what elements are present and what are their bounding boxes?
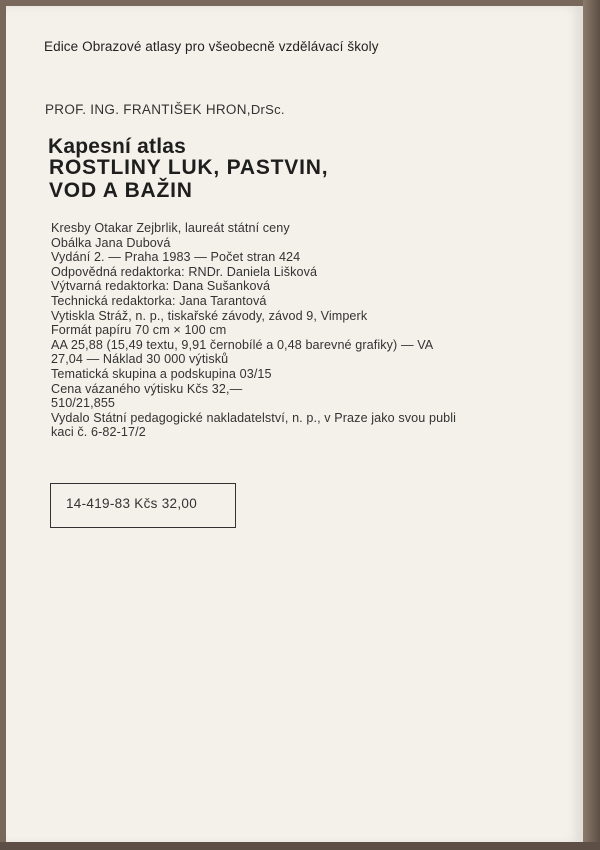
imprint-line: Vydalo Státní pedagogické nakladatelství, n. p., v Praze jako svou publi xyxy=(51,410,457,425)
author-line xyxy=(45,102,285,117)
book-title-line-2: VOD A BAŽIN xyxy=(49,179,193,202)
imprint-line: Vytiskla Stráž, n. p., tiskařské závody, závod 9, Vimperk xyxy=(51,308,368,323)
imprint-line: Kresby Otakar Zejbrlik, laureát státní ceny xyxy=(51,221,290,235)
imprint-line: Tematická skupina a podskupina 03/15 xyxy=(51,366,272,381)
author-name: PROF. ING. FRANTIŠEK HRON, xyxy=(45,102,251,117)
price-code: 14-419-83 Kčs 32,00 xyxy=(66,496,198,511)
imprint-line: Odpovědná redaktorka: RNDr. Daniela Lišková xyxy=(51,264,318,279)
book-edge-bottom xyxy=(0,842,600,850)
imprint-line: Vydání 2. — Praha 1983 — Počet stran 424 xyxy=(51,250,301,265)
imprint-line: Výtvarná redaktorka: Dana Sušanková xyxy=(51,279,271,294)
imprint-line: Cena vázaného výtisku Kčs 32,— xyxy=(51,381,243,396)
price-box xyxy=(50,483,236,528)
author-degree: DrSc. xyxy=(250,102,285,117)
imprint-line: 27,04 — Náklad 30 000 výtisků xyxy=(51,352,229,367)
imprint-line: 510/21,855 xyxy=(51,396,116,411)
title-verso-page xyxy=(6,6,583,844)
imprint-line: Technická redaktorka: Jana Tarantová xyxy=(51,293,267,308)
series-line: Edice Obrazové atlasy pro všeobecně vzdělávací školy xyxy=(44,39,379,54)
imprint-line: AA 25,88 (15,49 textu, 9,91 černobílé a 0,48 barevné grafiky) — VA xyxy=(51,337,434,352)
book-edge-right xyxy=(583,0,600,850)
imprint-line: kaci č. 6-82-17/2 xyxy=(51,425,146,440)
book-title-line-1: ROSTLINY LUK, PASTVIN, xyxy=(49,156,329,179)
book-title xyxy=(49,156,328,202)
imprint-line: Formát papíru 70 cm × 100 cm xyxy=(51,323,227,338)
imprint-block xyxy=(51,221,571,440)
imprint-line: Obálka Jana Dubová xyxy=(51,235,171,250)
book-kicker: Kapesní atlas xyxy=(48,135,186,158)
